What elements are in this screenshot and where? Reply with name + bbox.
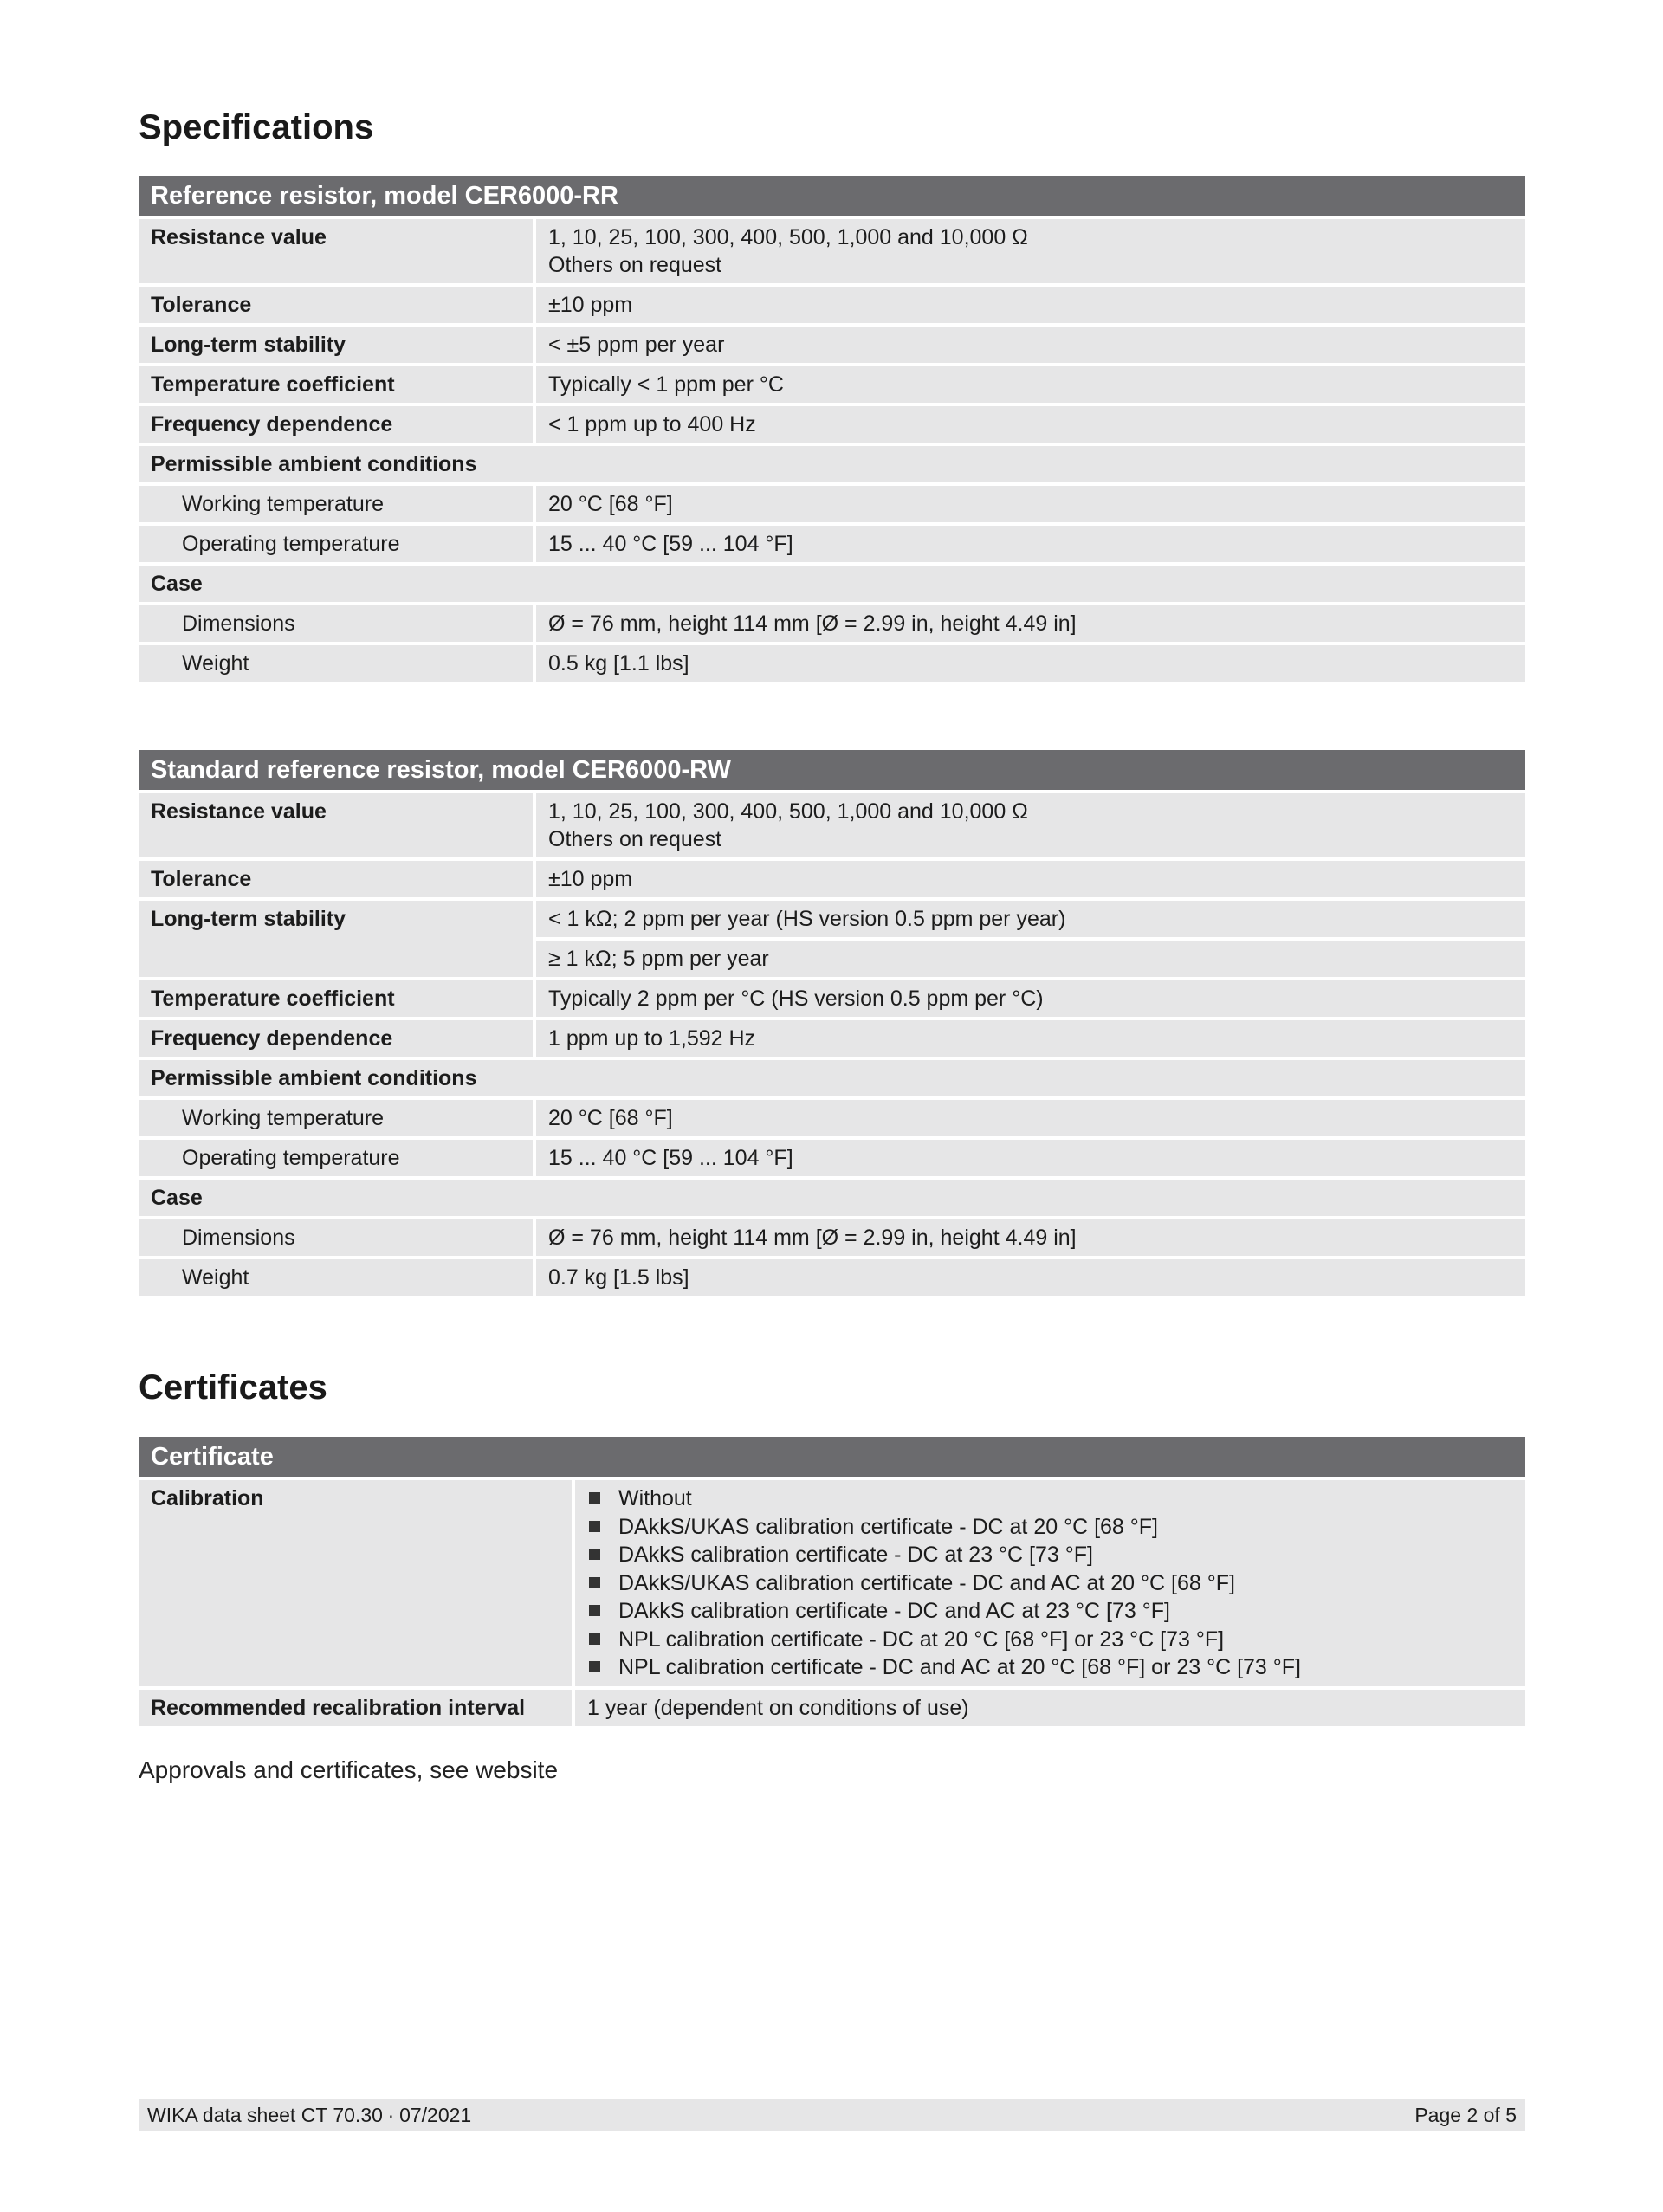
row-value: ±10 ppm (536, 861, 1525, 897)
bullet-square-icon (589, 1633, 600, 1645)
table-row (139, 1060, 1525, 1096)
value-line: Others on request (548, 827, 722, 851)
approvals-note: Approvals and certificates, see website (139, 1756, 559, 1783)
row-value: 0.5 kg [1.1 lbs] (536, 645, 1525, 682)
bullet-square-icon (589, 1661, 600, 1672)
row-value: 20 °C [68 °F] (536, 486, 1525, 522)
row-value (536, 793, 1525, 857)
row-value: 1 year (dependent on conditions of use) (575, 1690, 1525, 1726)
bullet-square-icon (589, 1549, 600, 1560)
footer-page-number: Page 2 of 5 (1414, 2104, 1517, 2126)
row-label: Dimensions (139, 605, 533, 642)
table-row (139, 406, 1525, 443)
value-line: Others on request (548, 253, 722, 277)
list-item (587, 1626, 1513, 1654)
row-value: ≥ 1 kΩ; 5 ppm per year (536, 941, 1525, 977)
row-label: Operating temperature (139, 1140, 533, 1176)
table-row (139, 1480, 1525, 1686)
row-value: Ø = 76 mm, height 114 mm [Ø = 2.99 in, height 4.49 in] (536, 605, 1525, 642)
list-item (587, 1541, 1513, 1569)
page-footer (139, 2099, 1525, 2131)
row-value: ±10 ppm (536, 287, 1525, 323)
table-row (139, 1690, 1525, 1726)
row-label: Weight (139, 645, 533, 682)
row-value: 1 ppm up to 1,592 Hz (536, 1020, 1525, 1057)
row-group-label: Permissible ambient conditions (139, 1060, 1525, 1096)
table-row (139, 1140, 1525, 1176)
table-header: Reference resistor, model CER6000-RR (139, 176, 1525, 216)
section-title-specifications: Specifications (139, 108, 374, 146)
list-item (587, 1513, 1513, 1542)
row-label: Long-term stability (139, 327, 533, 363)
bullet-square-icon (589, 1605, 600, 1616)
list-item (587, 1653, 1513, 1682)
list-item-text: NPL calibration certificate - DC at 20 °C [68 °F] or 23 °C [73 °F] (618, 1627, 1225, 1652)
row-value: Ø = 76 mm, height 114 mm [Ø = 2.99 in, height 4.49 in] (536, 1219, 1525, 1256)
table-row (139, 861, 1525, 897)
row-value: Typically < 1 ppm per °C (536, 366, 1525, 403)
list-item-text: DAkkS/UKAS calibration certificate - DC at 20 °C [68 °F] (618, 1514, 1158, 1539)
table-row (139, 980, 1525, 1017)
value-line: 1, 10, 25, 100, 300, 400, 500, 1,000 and 10,000 Ω (548, 225, 1028, 249)
row-label: Recommended recalibration interval (139, 1690, 572, 1726)
row-group-label: Permissible ambient conditions (139, 446, 1525, 482)
bullet-square-icon (589, 1521, 600, 1532)
certificate-table (139, 1437, 1525, 1730)
row-label: Temperature coefficient (139, 980, 533, 1017)
table-row (139, 327, 1525, 363)
table-header: Certificate (139, 1437, 1525, 1477)
footer-document-id: WIKA data sheet CT 70.30 ∙ 07/2021 (147, 2104, 472, 2126)
table-row (139, 1180, 1525, 1216)
row-value: Typically 2 ppm per °C (HS version 0.5 ppm per °C) (536, 980, 1525, 1017)
table-row (139, 446, 1525, 482)
row-label: Tolerance (139, 861, 533, 897)
row-value: < 1 kΩ; 2 ppm per year (HS version 0.5 ppm per year) (536, 901, 1525, 937)
table-row (139, 1100, 1525, 1136)
row-label: Working temperature (139, 486, 533, 522)
row-label: Temperature coefficient (139, 366, 533, 403)
table-row (139, 1020, 1525, 1057)
table-row (139, 605, 1525, 642)
section-title-certificates: Certificates (139, 1368, 327, 1407)
row-label: Operating temperature (139, 526, 533, 562)
row-value-group (536, 901, 1525, 977)
row-label: Frequency dependence (139, 1020, 533, 1057)
table-row (139, 645, 1525, 682)
list-item (587, 1569, 1513, 1598)
row-value: 0.7 kg [1.5 lbs] (536, 1259, 1525, 1296)
row-label: Calibration (139, 1480, 572, 1686)
row-label: Frequency dependence (139, 406, 533, 443)
table-row (139, 486, 1525, 522)
row-value (575, 1480, 1525, 1686)
spec-table-rr (139, 176, 1525, 685)
table-row (139, 566, 1525, 602)
bullet-square-icon (589, 1492, 600, 1504)
row-value (536, 219, 1525, 283)
table-row (139, 901, 1525, 977)
table-header: Standard reference resistor, model CER6000-RW (139, 750, 1525, 790)
row-value: < 1 ppm up to 400 Hz (536, 406, 1525, 443)
row-value: 15 ... 40 °C [59 ... 104 °F] (536, 1140, 1525, 1176)
row-label: Working temperature (139, 1100, 533, 1136)
list-item-text: DAkkS calibration certificate - DC at 23 °C [73 °F] (618, 1543, 1093, 1567)
row-group-label: Case (139, 566, 1525, 602)
row-label: Long-term stability (139, 901, 533, 977)
row-value: 15 ... 40 °C [59 ... 104 °F] (536, 526, 1525, 562)
table-row (139, 1219, 1525, 1256)
list-item-text: DAkkS/UKAS calibration certificate - DC and AC at 20 °C [68 °F] (618, 1570, 1235, 1595)
row-label: Resistance value (139, 219, 533, 283)
table-row (139, 366, 1525, 403)
table-row (139, 287, 1525, 323)
row-label: Tolerance (139, 287, 533, 323)
table-row (139, 219, 1525, 283)
row-label: Resistance value (139, 793, 533, 857)
list-item-text: DAkkS calibration certificate - DC and AC at 23 °C [73 °F] (618, 1599, 1170, 1623)
row-value: < ±5 ppm per year (536, 327, 1525, 363)
list-item (587, 1484, 1513, 1513)
row-group-label: Case (139, 1180, 1525, 1216)
list-item (587, 1597, 1513, 1626)
table-row (139, 793, 1525, 857)
spec-table-rw (139, 750, 1525, 1299)
bullet-square-icon (589, 1577, 600, 1588)
list-item-text: NPL calibration certificate - DC and AC at 20 °C [68 °F] or 23 °C [73 °F] (618, 1655, 1302, 1679)
calibration-options-list (587, 1484, 1513, 1682)
row-value: 20 °C [68 °F] (536, 1100, 1525, 1136)
value-line: 1, 10, 25, 100, 300, 400, 500, 1,000 and 10,000 Ω (548, 799, 1028, 824)
table-row (139, 526, 1525, 562)
row-label: Dimensions (139, 1219, 533, 1256)
row-label: Weight (139, 1259, 533, 1296)
list-item-text: Without (618, 1486, 692, 1510)
table-row (139, 1259, 1525, 1296)
